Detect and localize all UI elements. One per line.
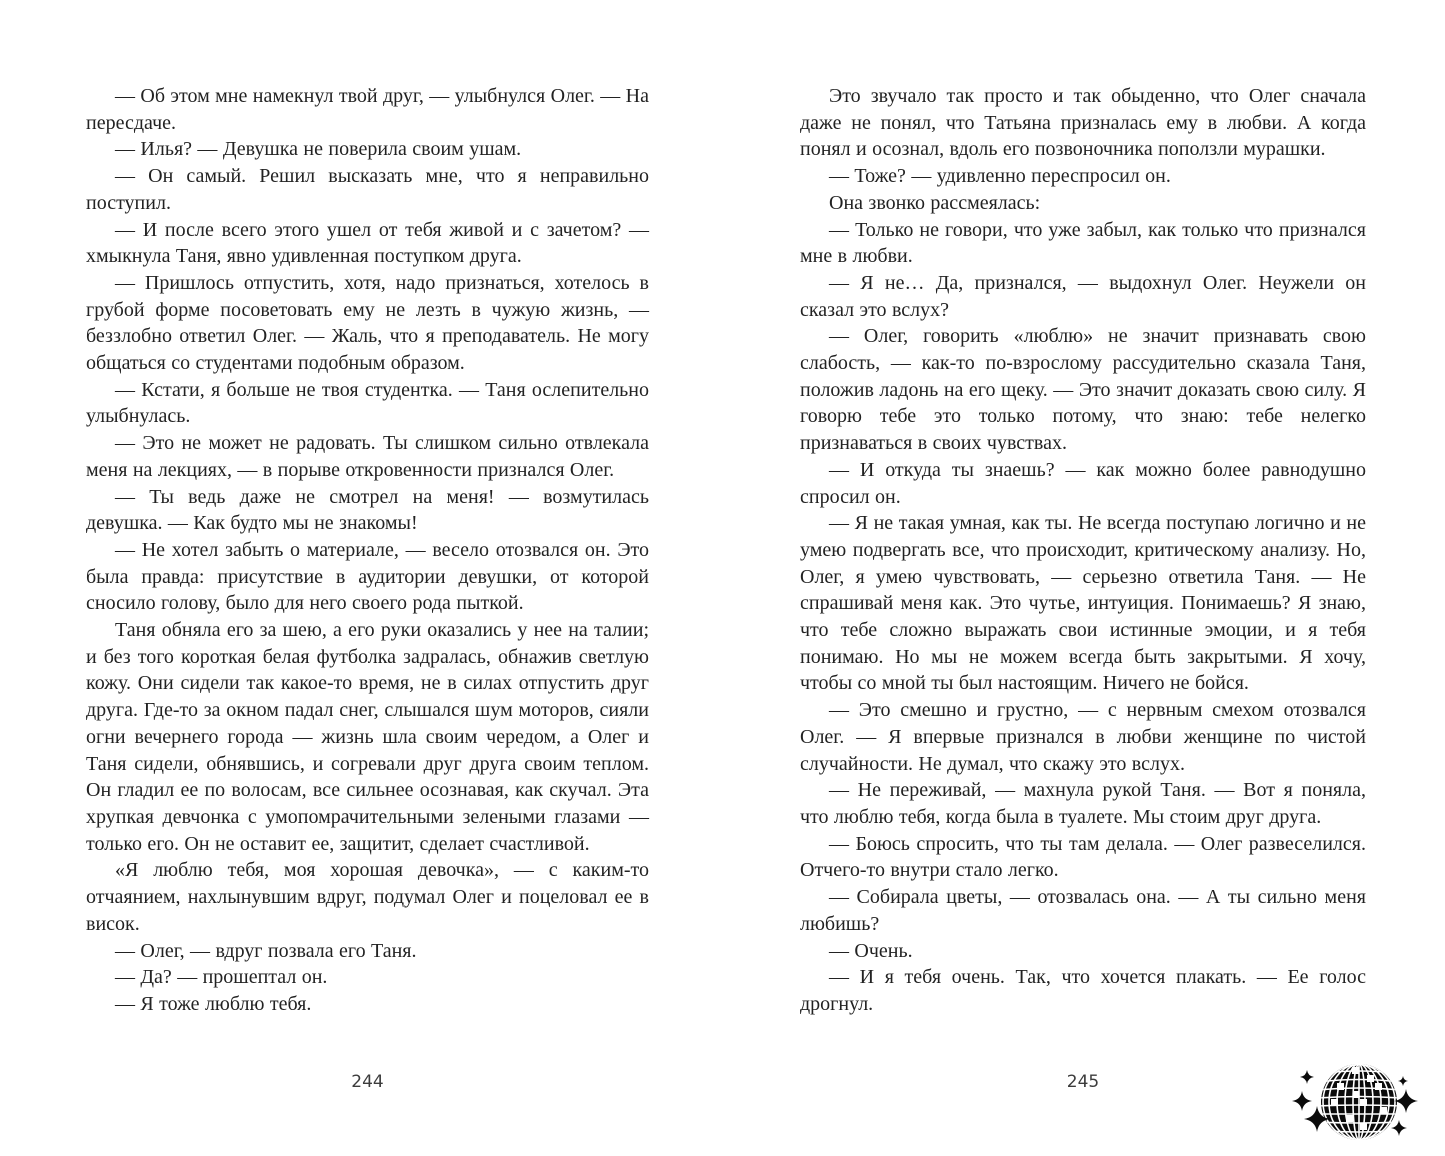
paragraph: Это звучало так просто и так обыденно, что Олег сначала даже не понял, что Татьяна призналась ему в любви. А когда понял и осознал, вдоль его позвоночника поползли мурашки. <box>800 85 1366 161</box>
paragraph: — Олег, говорить «люблю» не значит признавать свою слабость, — как-то по-взрослому рассудительно сказала Таня, положив ладонь на его щеку. — Это значит доказать свою силу. Я говорю тебе это только потому, что знаю: тебе нелегко признаваться в своих чувствах. <box>800 325 1366 455</box>
page-decoration <box>1290 1034 1440 1156</box>
paragraph: — Он самый. Решил высказать мне, что я неправильно поступил. <box>86 165 649 214</box>
left-page-number: 244 <box>351 1072 384 1092</box>
paragraph: — Только не говори, что уже забыл, как только что признался мне в любви. <box>800 218 1366 268</box>
paragraph: «Я люблю тебя, моя хорошая девочка», — с каким-то отчаянием, нахлынувшим вдруг, подумал Олег и поцеловал ее в висок. <box>86 859 649 935</box>
paragraph: — Не переживай, — махнула рукой Таня. — Вот я поняла, что люблю тебя, когда была в туалете. Мы стоим друг друга. <box>800 779 1366 828</box>
paragraph: — Олег, — вдруг позвала его Таня. <box>115 939 417 962</box>
disco-ball-icon <box>1318 1062 1400 1142</box>
paragraph: — Ты ведь даже не смотрел на меня! — возмутилась девушка. — Как будто мы не знакомы! <box>86 485 649 535</box>
right-page-number: 245 <box>1066 1072 1100 1092</box>
paragraph: — Я не… Да, признался, — выдохнул Олег. Неужели он сказал это вслух? <box>800 271 1366 321</box>
paragraph: — Собирала цветы, — отозвалась она. — А ты сильно меня любишь? <box>800 886 1366 935</box>
paragraph: — Илья? — Девушка не поверила своим ушам. <box>115 138 522 161</box>
paragraph: — Тоже? — удивленно переспросил он. <box>829 165 1171 188</box>
paragraph: — Я тоже люблю тебя. <box>115 992 312 1015</box>
paragraph: — Боюсь спросить, что ты там делала. — Олег развеселился. Отчего-то внутри стало легко. <box>800 832 1366 882</box>
paragraph: — Пришлось отпустить, хотя, надо признаться, хотелось в грубой форме посоветовать ему не лезть в чужую жизнь, — беззлобно ответил Олег. — Жаль, что я преподаватель. Не могу общаться со студентами подобным образом. <box>86 271 649 375</box>
paragraph: — Это не может не радовать. Ты слишком сильно отвлекала меня на лекциях, — в порыве откровенности признался Олег. <box>86 432 649 481</box>
paragraph: Таня обняла его за шею, а его руки оказались у нее на талии; и без того короткая белая футболка задралась, обнажив светлую кожу. Они сидели так какое-то время, не в силах отпустить друг друга. Где-то за окном падал снег, слышался шум моторов, сияли огни вечернего города — жизнь шла своим чередом, а Олег и Таня сидели, обнявшись, и согревали друг друга своим теплом. Он гладил ее по волосам, все сильнее осознавая, как скучал. Эта хрупкая девчонка с умопомрачительными зелеными глазами — только его. Он не оставит ее, защитит, сделает счастливой. <box>86 619 649 855</box>
right-page-text <box>800 83 1366 1018</box>
paragraph: — Это смешно и грустно, — с нервным смехом отозвался Олег. — Я впервые признался в любви женщине по чистой случайности. Не думал, что скажу это вслух. <box>800 699 1366 775</box>
paragraph: — Я не такая умная, как ты. Не всегда поступаю логично и не умею подвергать все, что происходит, критическому анализу. Но, Олег, я умею чувствовать, — серьезно ответила Таня. — Не спрашивай меня как. Это чутье, интуиция. Понимаешь? Я знаю, что тебе сложно выражать свои истинные эмоции, и я тебя понимаю. Но мы не можем всегда быть закрытыми. Я хочу, чтобы со мной ты был настоящим. Ничего не бойся. <box>800 512 1366 695</box>
paragraph: — Не хотел забыть о материале, — весело отозвался он. Это была правда: присутствие в аудитории девушки, от которой сносило голову, было для него своего рода пыткой. <box>86 538 649 615</box>
paragraph: Она звонко рассмеялась: <box>829 191 1041 214</box>
paragraph: — И после всего этого ушел от тебя живой и с зачетом? — хмыкнула Таня, явно удивленная поступком друга. <box>86 218 649 268</box>
paragraph: — Да? — прошептал он. <box>115 966 328 989</box>
left-page-text <box>86 83 649 1018</box>
paragraph: — Об этом мне намекнул твой друг, — улыбнулся Олег. — На пересдаче. <box>86 85 649 134</box>
paragraph: — Кстати, я больше не твоя студентка. — Таня ослепительно улыбнулась. <box>86 378 649 428</box>
paragraph: — И я тебя очень. Так, что хочется плакать. — Ее голос дрогнул. <box>800 966 1366 1015</box>
paragraph: — И откуда ты знаешь? — как можно более равнодушно спросил он. <box>800 458 1366 508</box>
paragraph: — Очень. <box>829 939 913 962</box>
